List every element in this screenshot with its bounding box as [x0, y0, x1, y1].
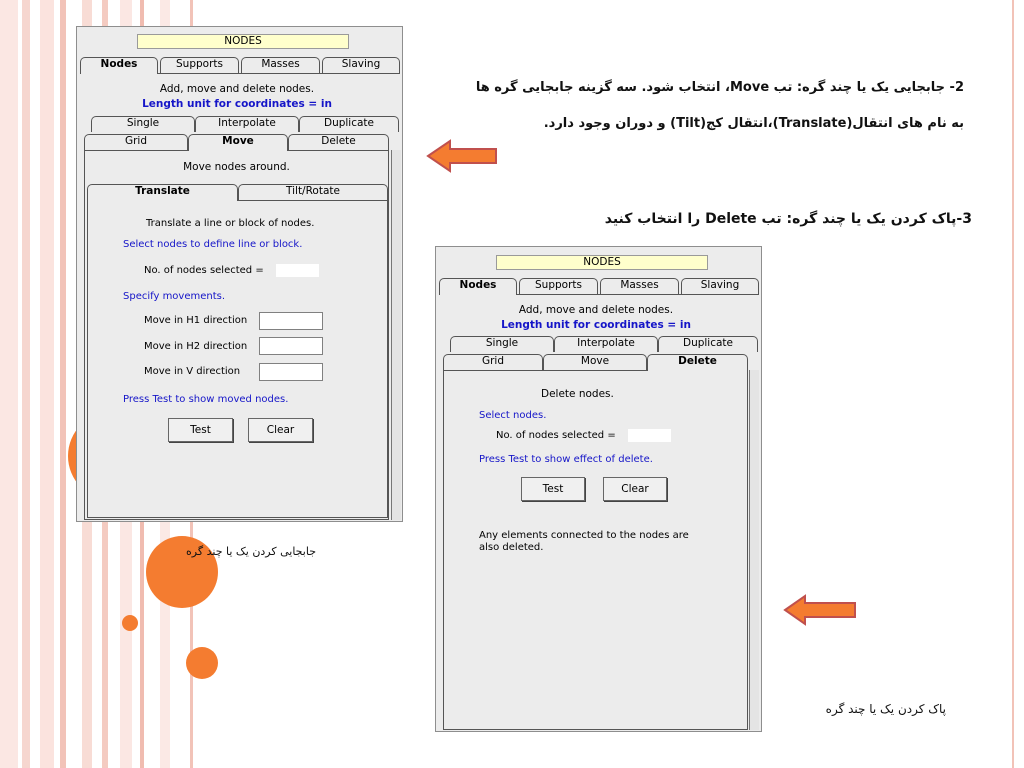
tab-duplicate[interactable]: Duplicate	[299, 116, 399, 132]
tab-slaving[interactable]: Slaving	[681, 278, 759, 295]
clear-button[interactable]: Clear	[248, 418, 313, 442]
specify-movements-instruction: Specify movements.	[123, 291, 226, 302]
panel-description: Add, move and delete nodes.	[159, 83, 315, 95]
select-nodes-instruction: Select nodes.	[479, 410, 547, 421]
panel-title: NODES	[137, 34, 349, 49]
v-direction-input[interactable]	[259, 363, 323, 381]
tab-grid[interactable]: Grid	[84, 134, 188, 151]
move-description-line2: به نام های انتقال(Translate)،انتقال کج(Tilt) و دوران وجود دارد.	[543, 116, 964, 131]
caption-move: جابجایی کردن یک یا چند گره	[186, 545, 316, 558]
arrow-left-icon	[426, 139, 498, 173]
tab-single[interactable]: Single	[450, 336, 554, 352]
tab-move[interactable]: Move	[188, 134, 288, 151]
tab-duplicate[interactable]: Duplicate	[658, 336, 758, 352]
panel-description: Add, move and delete nodes.	[518, 304, 674, 316]
h2-direction-label: Move in H2 direction	[144, 341, 248, 352]
tab-divider	[158, 73, 400, 74]
decor-circle	[122, 615, 138, 631]
background-stripe	[1012, 0, 1014, 768]
h1-direction-label: Move in H1 direction	[144, 315, 248, 326]
background-stripe	[40, 0, 54, 768]
test-button[interactable]: Test	[168, 418, 233, 442]
tab-divider	[84, 150, 188, 151]
delete-note-line2: also deleted.	[479, 542, 544, 553]
background-stripe	[22, 0, 30, 768]
delete-nodes-panel	[435, 246, 762, 732]
nodes-selected-count	[628, 429, 671, 442]
delete-heading: 3-پاک کردن یک یا چند گره: تب Delete را انتخاب کنید	[604, 211, 972, 227]
tab-slaving[interactable]: Slaving	[322, 57, 400, 74]
v-direction-label: Move in V direction	[144, 366, 241, 377]
length-unit-label: Length unit for coordinates = in	[501, 319, 691, 331]
press-test-instruction: Press Test to show effect of delete.	[479, 454, 653, 465]
delete-description: Delete nodes.	[541, 388, 614, 400]
tab-supports[interactable]: Supports	[519, 278, 598, 295]
nodes-selected-label: No. of nodes selected =	[496, 430, 616, 441]
tab-single[interactable]: Single	[91, 116, 195, 132]
h2-direction-input[interactable]	[259, 337, 323, 355]
background-stripe	[0, 0, 18, 768]
tab-divider	[517, 294, 759, 295]
tab-divider	[288, 150, 389, 151]
tab-translate[interactable]: Translate	[87, 184, 238, 201]
move-description: Move nodes around.	[183, 161, 290, 173]
nodes-selected-count	[276, 264, 319, 277]
tab-nodes[interactable]: Nodes	[80, 57, 158, 74]
tab-masses[interactable]: Masses	[600, 278, 679, 295]
tab-delete[interactable]: Delete	[647, 354, 748, 371]
delete-note-line1: Any elements connected to the nodes are	[479, 530, 689, 541]
background-stripe	[60, 0, 66, 768]
tab-nodes[interactable]: Nodes	[439, 278, 517, 295]
decor-circle	[186, 647, 218, 679]
arrow-left-icon	[783, 594, 857, 626]
tab-tilt-rotate[interactable]: Tilt/Rotate	[238, 184, 388, 201]
scrollbar[interactable]	[749, 370, 759, 730]
clear-button[interactable]: Clear	[603, 477, 667, 501]
tab-divider	[443, 370, 647, 371]
caption-delete: پاک کردن یک یا چند گره	[825, 702, 946, 716]
test-button[interactable]: Test	[521, 477, 585, 501]
tab-grid[interactable]: Grid	[443, 354, 543, 371]
tab-masses[interactable]: Masses	[241, 57, 320, 74]
tab-interpolate[interactable]: Interpolate	[195, 116, 299, 132]
move-description-line1: 2- جابجایی یک یا چند گره: تب Move، انتخاب شود. سه گزینه جابجایی گره ها	[475, 80, 964, 95]
tab-delete[interactable]: Delete	[288, 134, 389, 151]
move-nodes-panel	[76, 26, 403, 522]
panel-title: NODES	[496, 255, 708, 270]
nodes-selected-label: No. of nodes selected =	[144, 265, 264, 276]
tab-move[interactable]: Move	[543, 354, 647, 371]
tab-interpolate[interactable]: Interpolate	[554, 336, 658, 352]
press-test-instruction: Press Test to show moved nodes.	[123, 394, 289, 405]
tab-supports[interactable]: Supports	[160, 57, 239, 74]
length-unit-label: Length unit for coordinates = in	[142, 98, 332, 110]
scrollbar[interactable]	[391, 150, 401, 520]
translate-description: Translate a line or block of nodes.	[146, 218, 315, 229]
h1-direction-input[interactable]	[259, 312, 323, 330]
select-nodes-instruction: Select nodes to define line or block.	[123, 239, 303, 250]
